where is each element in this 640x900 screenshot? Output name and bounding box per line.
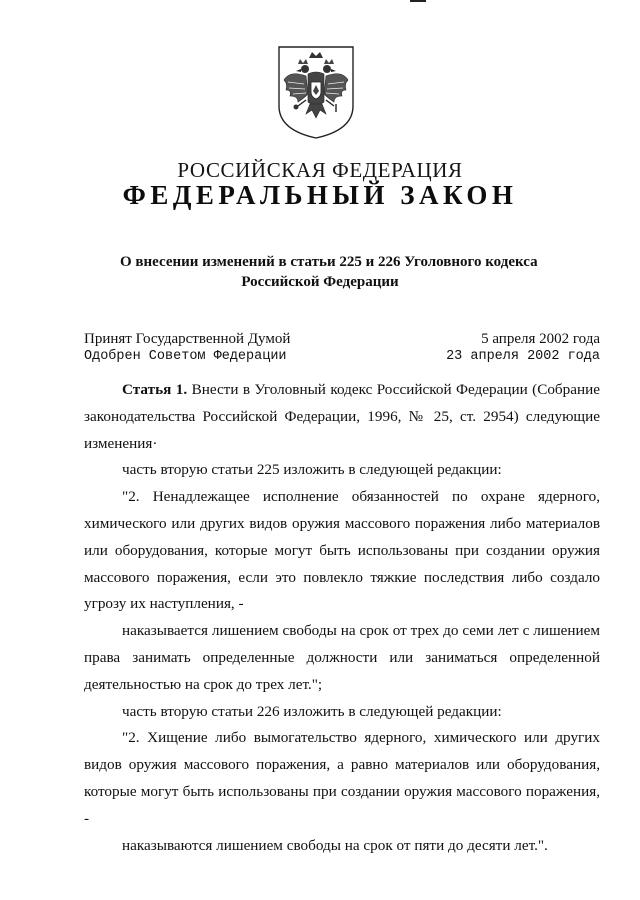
paragraph-226-part-2: "2. Хищение либо вымогательство ядерного, химического или других видов оружия массового поражения, а равно материалов или оборудования, которые могут быть использованы при создании оружия массового поражения, -	[84, 729, 600, 827]
paragraph-226-sanction: наказываются лишением свободы на срок от пяти до десяти лет.".	[122, 836, 548, 854]
duma-adoption-label: Принят Государственной Думой	[84, 331, 291, 347]
adoption-council-row	[84, 349, 600, 369]
adoption-duma-row	[84, 331, 600, 351]
scan-artifact-mark	[410, 0, 426, 2]
law-title-line-1: О внесении изменений в статьи 225 и 226 Уголовного кодекса	[120, 254, 538, 270]
paragraph-225-part-2: "2. Ненадлежащее исполнение обязанностей по охране ядерного, химического или других видов оружия массового поражения либо материалов или оборудования, которые могут быть использованы при создании оружия массового поражения, если это повлекло тяжкие последствия либо создало угрозу их наступления, -	[84, 488, 600, 613]
law-title	[120, 252, 538, 292]
council-approval-date: 23 апреля 2002 года	[446, 349, 600, 364]
document-type-heading: ФЕДЕРАЛЬНЫЙ ЗАКОН	[122, 180, 518, 210]
law-body	[84, 377, 600, 859]
paragraph-225-intro: часть вторую статьи 225 изложить в следующей редакции:	[122, 461, 502, 479]
article-label: Статья 1.	[122, 381, 188, 398]
coat-of-arms-emblem	[276, 44, 356, 140]
double-headed-eagle-icon	[276, 44, 356, 140]
law-title-line-2: Российской Федерации	[241, 274, 399, 290]
country-heading: РОССИЙСКАЯ ФЕДЕРАЦИЯ	[177, 158, 463, 182]
paragraph-225-sanction: наказывается лишением свободы на срок от трех до семи лет с лишением права занимать определенные должности или заниматься определенной деятельностью на срок до трех лет.";	[84, 622, 600, 693]
article-intro-text: Внести в Уголовный кодекс Российской Федерации (Собрание законодательства Российской Федерации, 1996, № 25, ст. 2954) следующие изменения·	[84, 381, 600, 452]
paragraph-226-intro: часть вторую статьи 226 изложить в следующей редакции:	[122, 702, 502, 720]
article-1-paragraph	[84, 377, 600, 457]
duma-adoption-date: 5 апреля 2002 года	[481, 331, 600, 347]
council-approval-label: Одобрен Советом Федерации	[84, 349, 287, 364]
